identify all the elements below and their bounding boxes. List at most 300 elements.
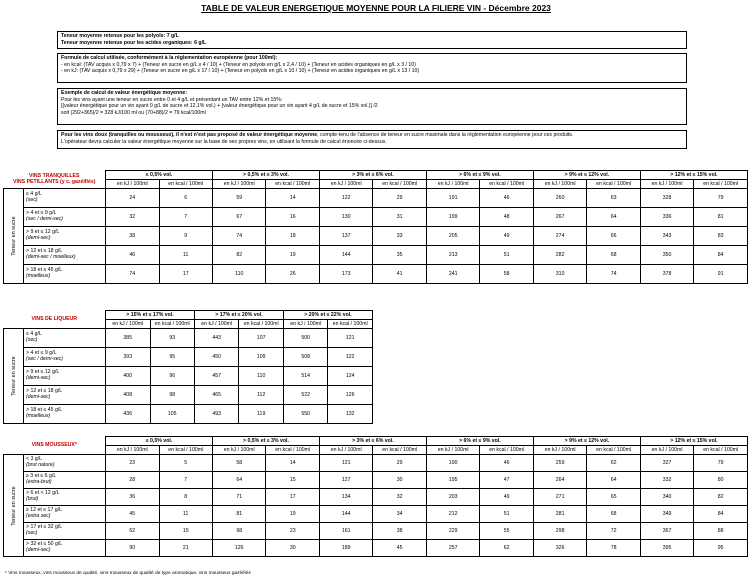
sugar-range-label [24, 523, 106, 540]
value-kj: 98 [212, 523, 265, 540]
value-kj: 310 [533, 265, 586, 284]
sugar-range: > 18 et ≤ 45 g/L [26, 407, 63, 414]
unit-kj: en kJ / 100ml [426, 446, 479, 455]
section-title: VINS DE LIQUEUR [31, 316, 78, 323]
value-kcal: 31 [373, 208, 426, 227]
value-kcal: 80 [694, 472, 748, 489]
section-title: VINS MOUSSEUX* [31, 442, 77, 449]
info-box-example [57, 88, 687, 125]
value-kcal: 68 [587, 506, 640, 523]
value-kcal: 30 [266, 540, 319, 557]
range-header: > 15% et ≤ 17% vol. [106, 311, 195, 320]
unit-kcal: en kcal / 100ml [159, 446, 212, 455]
unit-kj: en kJ / 100ml [106, 180, 159, 189]
value-kj: 508 [283, 348, 327, 367]
value-kcal: 84 [694, 506, 748, 523]
sugar-range: > 4 et ≤ 9 g/L [26, 350, 57, 357]
unit-kj: en kJ / 100ml [283, 320, 327, 329]
value-kj: 450 [194, 348, 238, 367]
value-kj: 443 [194, 329, 238, 348]
sugar-range: > 17 et ≤ 32 g/L [26, 524, 63, 531]
unit-kj: en kJ / 100ml [319, 180, 372, 189]
value-kj: 367 [640, 523, 693, 540]
value-kj: 328 [640, 189, 693, 208]
section-line: VINS TRANQUILLES [29, 173, 80, 180]
range-header: > 17% et ≤ 20% vol. [194, 311, 283, 320]
table-row [4, 367, 373, 386]
value-kcal: 16 [266, 208, 319, 227]
sugar-range-label [24, 227, 106, 246]
value-kcal: 38 [373, 523, 426, 540]
unit-header-row [4, 180, 748, 189]
value-kcal: 55 [480, 523, 533, 540]
value-kcal: 9 [159, 227, 212, 246]
sugar-range-label [24, 386, 106, 405]
sugar-range: > 4 et ≤ 9 g/L [26, 210, 57, 217]
unit-kcal: en kcal / 100ml [150, 320, 194, 329]
sugar-range-label [24, 540, 106, 557]
value-kj: 191 [426, 189, 479, 208]
value-kcal: 45 [373, 540, 426, 557]
value-kcal: 107 [239, 329, 283, 348]
range-header: > 3% et ≤ 6% vol. [319, 437, 426, 446]
value-kcal: 64 [587, 472, 640, 489]
value-kj: 378 [640, 265, 693, 284]
value-kj: 212 [426, 506, 479, 523]
value-kj: 46 [106, 246, 159, 265]
value-kj: 62 [106, 523, 159, 540]
table-row [4, 348, 373, 367]
unit-header-row [4, 446, 748, 455]
value-kj: 436 [106, 405, 150, 424]
table-row [4, 329, 373, 348]
value-kcal: 34 [373, 506, 426, 523]
value-kcal: 23 [266, 523, 319, 540]
table-row [4, 208, 748, 227]
sugar-category: (extra sec) [26, 513, 51, 519]
sugar-category: (sec / demi-sec) [26, 216, 63, 222]
table-vins-de-liqueur [3, 310, 373, 424]
value-kj: 550 [283, 405, 327, 424]
value-kj: 195 [426, 472, 479, 489]
unit-kj: en kJ / 100ml [533, 180, 586, 189]
sugar-range: > 6 et < 12 g/L [26, 490, 60, 497]
value-kj: 400 [106, 367, 150, 386]
value-kj: 267 [533, 208, 586, 227]
sugar-category: (demi-sec) [26, 394, 51, 400]
unit-kj: en kJ / 100ml [106, 320, 150, 329]
unit-kj: en kJ / 100ml [640, 446, 693, 455]
value-kj: 282 [533, 246, 586, 265]
value-kj: 90 [106, 540, 159, 557]
value-kj: 326 [533, 540, 586, 557]
sugar-range-label [24, 506, 106, 523]
value-kcal: 19 [266, 246, 319, 265]
range-header: > 20% et ≤ 22% vol. [283, 311, 372, 320]
vertical-label-text: Teneur en sucre [10, 216, 17, 256]
table-row [4, 227, 748, 246]
value-kcal: 51 [480, 506, 533, 523]
sugar-range-label [24, 329, 106, 348]
value-kj: 350 [640, 246, 693, 265]
unit-kcal: en kcal / 100ml [480, 180, 533, 189]
unit-kcal: en kcal / 100ml [587, 446, 640, 455]
sugar-category: (brut nature) [26, 462, 55, 468]
range-header: > 6% et ≤ 9% vol. [426, 437, 533, 446]
sweet-wines-rest: , compte-tenu de l'absence de teneur en sucre maximale dans la réglementation européenne pour ces produits. [317, 132, 574, 138]
sugar-range-label [24, 189, 106, 208]
sugar-category: (extra-brut) [26, 479, 52, 485]
value-kj: 74 [106, 265, 159, 284]
sweet-wines-line [61, 132, 683, 139]
value-kcal: 58 [480, 265, 533, 284]
value-kj: 110 [212, 265, 265, 284]
sugar-range: ≤ 4 g/L [26, 331, 42, 338]
unit-kj: en kJ / 100ml [640, 180, 693, 189]
sugar-category: (demi-sec) [26, 235, 51, 241]
sugar-range-label [24, 367, 106, 386]
value-kj: 298 [533, 523, 586, 540]
info-box-formula [57, 53, 687, 83]
sugar-category: (sec / demi-sec) [26, 356, 63, 362]
value-kcal: 66 [587, 227, 640, 246]
table-row [4, 489, 748, 506]
sugar-range: > 32 et ≤ 50 g/L [26, 541, 63, 548]
value-kj: 393 [106, 348, 150, 367]
sugar-range-label [24, 405, 106, 424]
value-kcal: 110 [239, 367, 283, 386]
value-kj: 32 [106, 208, 159, 227]
value-kj: 81 [212, 506, 265, 523]
sweet-wines-bold: Pour les vins doux (tranquilles ou mousseux), il n'est n'est pas proposé de valeur énergétique moyenne [61, 132, 318, 138]
value-kcal: 82 [694, 489, 748, 506]
value-kcal: 62 [480, 540, 533, 557]
value-kj: 190 [426, 455, 479, 472]
value-kcal: 51 [480, 246, 533, 265]
value-kj: 500 [283, 329, 327, 348]
range-header: > 12% et ≤ 15% vol. [640, 437, 747, 446]
value-kcal: 96 [150, 367, 194, 386]
value-kcal: 11 [159, 246, 212, 265]
range-header: ≤ 0,5% vol. [106, 437, 213, 446]
formula-kcal: - en kcal: (TAV acquis x 0,79 x 7) + (Teneur en sucre en g/L x 4 / 10) + (Teneur en polyols en g/L x 2,4 / 10) + (Teneur en acides organiques en g/L x 3 / 10) [61, 61, 416, 68]
value-kj: 38 [106, 227, 159, 246]
value-kj: 260 [533, 189, 586, 208]
acids-line: Teneur moyenne retenue pour les acides organiques: 6 g/L [61, 39, 207, 46]
sugar-range-label [24, 246, 106, 265]
value-kj: 408 [106, 386, 150, 405]
example-line: Pour les vins ayant une teneur en sucre entre 0 et 4 g/L et présentant un TAV entre 12% et 15%: [61, 96, 283, 103]
value-kcal: 41 [373, 265, 426, 284]
value-kcal: 7 [159, 472, 212, 489]
value-kcal: 98 [150, 386, 194, 405]
value-kj: 259 [533, 455, 586, 472]
sugar-range-label [24, 348, 106, 367]
value-kcal: 17 [159, 265, 212, 284]
range-header: > 0,5% et ≤ 3% vol. [212, 171, 319, 180]
vertical-label [4, 189, 24, 284]
example-line: [(valeur énergétique pour un vin ayant 0 g/L de sucre et 12,1% vol.) + (valeur énergétique pour un vin ayant 4 g/L de sucre et 15% vol.)] /2 [61, 103, 378, 110]
value-kj: 493 [194, 405, 238, 424]
value-kj: 457 [194, 367, 238, 386]
value-kj: 522 [283, 386, 327, 405]
value-kcal: 46 [480, 189, 533, 208]
sugar-range-label [24, 489, 106, 506]
sugar-category: (sec) [26, 530, 38, 536]
value-kcal: 15 [266, 472, 319, 489]
value-kj: 514 [283, 367, 327, 386]
unit-kj: en kJ / 100ml [533, 446, 586, 455]
value-kj: 189 [319, 540, 372, 557]
value-kcal: 30 [373, 472, 426, 489]
value-kcal: 84 [694, 246, 748, 265]
value-kj: 332 [640, 472, 693, 489]
value-kj: 58 [212, 455, 265, 472]
value-kj: 271 [533, 489, 586, 506]
unit-kj: en kJ / 100ml [106, 446, 159, 455]
value-kcal: 79 [694, 455, 748, 472]
sugar-range: ≤ 4 g/L [26, 191, 42, 198]
value-kj: 67 [212, 208, 265, 227]
value-kcal: 32 [373, 489, 426, 506]
value-kcal: 132 [328, 405, 373, 424]
vertical-label [4, 455, 24, 557]
value-kj: 349 [640, 506, 693, 523]
example-heading: Exemple de calcul de valeur énergétique moyenne: [61, 90, 187, 96]
value-kj: 173 [319, 265, 372, 284]
table-row [4, 246, 748, 265]
vertical-label-text: Teneur en sucre [10, 485, 17, 526]
value-kcal: 74 [587, 265, 640, 284]
unit-kj: en kJ / 100ml [426, 180, 479, 189]
value-kcal: 68 [587, 246, 640, 265]
info-box-averages [57, 31, 687, 49]
value-kcal: 83 [694, 227, 748, 246]
value-kcal: 124 [328, 367, 373, 386]
value-kj: 59 [212, 189, 265, 208]
unit-kcal: en kcal / 100ml [266, 446, 319, 455]
unit-kj: en kJ / 100ml [212, 180, 265, 189]
range-header: > 3% et ≤ 6% vol. [319, 171, 426, 180]
value-kj: 36 [106, 489, 159, 506]
value-kcal: 21 [159, 540, 212, 557]
value-kj: 28 [106, 472, 159, 489]
value-kcal: 35 [373, 246, 426, 265]
value-kj: 144 [319, 246, 372, 265]
sugar-range-label [24, 265, 106, 284]
value-kcal: 29 [373, 189, 426, 208]
value-kj: 127 [319, 472, 372, 489]
value-kcal: 63 [587, 189, 640, 208]
table-row [4, 265, 748, 284]
value-kcal: 62 [587, 455, 640, 472]
value-kcal: 121 [328, 329, 373, 348]
value-kcal: 26 [266, 265, 319, 284]
sugar-range-label [24, 472, 106, 489]
unit-kcal: en kcal / 100ml [373, 180, 426, 189]
value-kcal: 109 [239, 348, 283, 367]
value-kcal: 79 [694, 189, 748, 208]
value-kj: 82 [212, 246, 265, 265]
sugar-category: (demi-sec / moelleux) [26, 254, 76, 260]
table-row [4, 523, 748, 540]
value-kcal: 49 [480, 489, 533, 506]
value-kj: 134 [319, 489, 372, 506]
value-kj: 465 [194, 386, 238, 405]
unit-kcal: en kcal / 100ml [373, 446, 426, 455]
unit-kcal: en kcal / 100ml [159, 180, 212, 189]
table-row [4, 472, 748, 489]
sugar-range-label [24, 455, 106, 472]
sugar-range: ≥ 3 et ≤ 6 g/L [26, 473, 57, 480]
value-kcal: 18 [266, 227, 319, 246]
value-kj: 257 [426, 540, 479, 557]
value-kj: 264 [533, 472, 586, 489]
value-kj: 122 [319, 189, 372, 208]
sugar-range: > 9 et ≤ 12 g/L [26, 229, 60, 236]
value-kj: 137 [319, 227, 372, 246]
value-kj: 64 [212, 472, 265, 489]
range-header: > 0,5% et ≤ 3% vol. [212, 437, 319, 446]
value-kcal: 64 [587, 208, 640, 227]
range-header: > 9% et ≤ 12% vol. [533, 437, 640, 446]
value-kcal: 6 [159, 189, 212, 208]
value-kcal: 19 [266, 506, 319, 523]
vertical-label [4, 329, 24, 424]
sugar-category: (sec) [26, 197, 38, 203]
sugar-category: (moelleux) [26, 273, 51, 279]
value-kj: 241 [426, 265, 479, 284]
vertical-label-text: Teneur en sucre [10, 356, 17, 396]
range-header: > 9% et ≤ 12% vol. [533, 171, 640, 180]
info-box-sweet-wines [57, 130, 687, 149]
value-kj: 126 [212, 540, 265, 557]
section-line: VINS PETILLANTS (y c. gazéifiés) [13, 179, 96, 186]
value-kj: 144 [319, 506, 372, 523]
sugar-range-label [24, 208, 106, 227]
table-row [4, 540, 748, 557]
value-kcal: 14 [266, 455, 319, 472]
value-kj: 274 [533, 227, 586, 246]
table-vins-mousseux [3, 436, 748, 557]
table-row [4, 455, 748, 472]
value-kj: 281 [533, 506, 586, 523]
value-kcal: 15 [159, 523, 212, 540]
sugar-range: > 12 et ≤ 18 g/L [26, 388, 63, 395]
value-kcal: 81 [694, 208, 748, 227]
value-kj: 74 [212, 227, 265, 246]
unit-kcal: en kcal / 100ml [694, 446, 748, 455]
value-kj: 327 [640, 455, 693, 472]
table-row [4, 506, 748, 523]
value-kcal: 29 [373, 455, 426, 472]
table-vins-tranquilles [3, 170, 748, 284]
unit-kj: en kJ / 100ml [194, 320, 238, 329]
value-kj: 385 [106, 329, 150, 348]
footnote: * Vins mousseux, vins mousseux de qualité, vins mousseux de qualité de type aromatique, vins mousseux gazéifiés [5, 571, 251, 576]
value-kcal: 95 [694, 540, 748, 557]
value-kj: 343 [640, 227, 693, 246]
value-kcal: 49 [480, 227, 533, 246]
value-kcal: 88 [694, 523, 748, 540]
value-kcal: 126 [328, 386, 373, 405]
value-kcal: 105 [150, 405, 194, 424]
sugar-category: (brut) [26, 496, 39, 502]
value-kcal: 46 [480, 455, 533, 472]
value-kcal: 119 [239, 405, 283, 424]
sugar-category: (demi-sec) [26, 547, 51, 553]
table-row [4, 405, 373, 424]
unit-kj: en kJ / 100ml [212, 446, 265, 455]
table-row [4, 386, 373, 405]
unit-kcal: en kcal / 100ml [587, 180, 640, 189]
formula-heading: Formule de calcul utilisée, conformément à la réglementation européenne (pour 100ml): [61, 55, 278, 61]
value-kj: 23 [106, 455, 159, 472]
value-kcal: 91 [694, 265, 748, 284]
sweet-wines-line2: L'opérateur devra calculer la valeur énergétique moyenne sur la base de ses propres vins, en utilisant la formule de calcul énoncée ci-dessus. [61, 138, 387, 145]
value-kcal: 7 [159, 208, 212, 227]
unit-kcal: en kcal / 100ml [328, 320, 373, 329]
value-kj: 121 [319, 455, 372, 472]
sugar-range: > 9 et ≤ 12 g/L [26, 369, 60, 376]
sugar-range: ≥ 12 et ≤ 17 g/L [26, 507, 62, 514]
sugar-range: > 18 et ≤ 45 g/L [26, 267, 63, 274]
value-kj: 199 [426, 208, 479, 227]
unit-kcal: en kcal / 100ml [694, 180, 748, 189]
unit-kcal: en kcal / 100ml [266, 180, 319, 189]
range-header: ≤ 0,5% vol. [106, 171, 213, 180]
sugar-category: (demi-sec) [26, 375, 51, 381]
unit-kcal: en kcal / 100ml [480, 446, 533, 455]
value-kcal: 47 [480, 472, 533, 489]
value-kcal: 78 [587, 540, 640, 557]
value-kcal: 93 [150, 329, 194, 348]
polyols-line: Teneur moyenne retenue pour les polyols: 7 g/L [61, 33, 179, 39]
range-header: > 6% et ≤ 9% vol. [426, 171, 533, 180]
value-kj: 203 [426, 489, 479, 506]
value-kj: 24 [106, 189, 159, 208]
value-kcal: 112 [239, 386, 283, 405]
unit-kj: en kJ / 100ml [319, 446, 372, 455]
value-kj: 213 [426, 246, 479, 265]
table-row [4, 189, 748, 208]
value-kj: 161 [319, 523, 372, 540]
section-title [4, 171, 106, 189]
sugar-category: (moelleux) [26, 413, 51, 419]
value-kj: 395 [640, 540, 693, 557]
value-kcal: 122 [328, 348, 373, 367]
example-line: soit (292+365)/2 = 328 kJ/100 ml ou (70+88)/2 = 79 kcal/100ml [61, 109, 206, 116]
value-kj: 229 [426, 523, 479, 540]
value-kj: 336 [640, 208, 693, 227]
sugar-category: (sec) [26, 337, 38, 343]
value-kj: 130 [319, 208, 372, 227]
value-kj: 205 [426, 227, 479, 246]
value-kcal: 95 [150, 348, 194, 367]
value-kcal: 48 [480, 208, 533, 227]
sugar-range: < 3 g/L [26, 456, 43, 463]
page-title: TABLE DE VALEUR ENERGETIQUE MOYENNE POUR LA FILIERE VIN - Décembre 2023 [201, 3, 551, 13]
value-kcal: 65 [587, 489, 640, 506]
value-kj: 340 [640, 489, 693, 506]
unit-kcal: en kcal / 100ml [239, 320, 283, 329]
value-kcal: 14 [266, 189, 319, 208]
value-kcal: 72 [587, 523, 640, 540]
value-kj: 71 [212, 489, 265, 506]
value-kcal: 8 [159, 489, 212, 506]
range-header: > 12% et ≤ 15% vol. [640, 171, 747, 180]
value-kcal: 17 [266, 489, 319, 506]
